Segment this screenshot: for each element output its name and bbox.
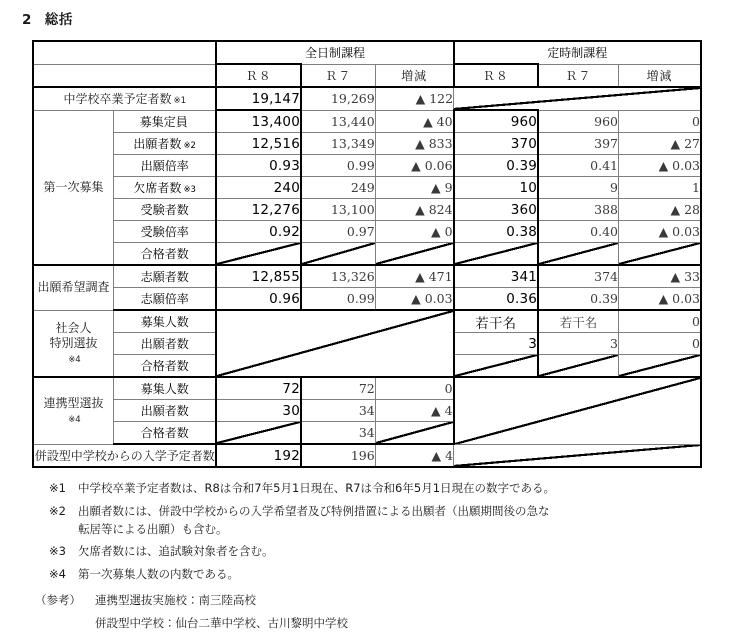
cell-zenjitsu-r7: 196 [301,444,375,467]
cell-teiji-diff: ▲ 0.03 [618,221,701,243]
row-label-text: 出願者数 [133,137,182,151]
cell-zenjitsu-r8: 240 [216,177,301,199]
cell-zenjitsu-diff: ▲ 4 [375,400,453,422]
cell-zenjitsu-diff: ▲ 833 [375,133,453,155]
row-group-label-cooperative [33,377,113,444]
cell-zenjitsu-r8: 0.93 [216,155,301,177]
cell-teiji-r7: 3 [538,333,618,355]
row-label-capacity [113,110,216,133]
table-header-row-years [33,64,701,87]
cell-zenjitsu-diff: ▲ 824 [375,199,453,221]
summary-table [32,40,702,468]
cell-zenjitsu-diff: ▲ 40 [375,110,453,133]
cell-teiji-r7: 374 [538,265,618,288]
reference-marker: （参考） [35,593,81,608]
cell-teiji-r7: 9 [538,177,618,199]
cell-zenjitsu-r8: 30 [216,400,301,422]
cell-zenjitsu-r7: 13,326 [301,265,375,288]
summary-table-container [32,40,702,468]
cell-zenjitsu-not-applicable-adult [216,310,453,377]
row-label-absentees [113,177,216,199]
row-group-label-text: 出願希望調査 [37,280,110,295]
row-label-text: 出願者数 [140,337,189,351]
row-group-note-marker: ※4 [68,354,81,365]
table-row [33,177,701,199]
cell-zenjitsu-diff-not-applicable [375,422,453,445]
cell-teiji-diff: ▲ 28 [618,199,701,221]
header-corner-blank [33,41,216,64]
cell-zenjitsu-diff: ▲ 122 [375,87,453,110]
row-group-label-text: 連携型選抜 [43,395,104,410]
row-label-text: 受験倍率 [140,225,189,239]
cell-teiji-r8: 若干名 [454,310,539,333]
row-label-successful-adult [113,355,216,378]
cell-teiji-r8: 960 [454,110,539,133]
cell-zenjitsu-r8: 12,516 [216,133,301,155]
cell-teiji-r7: 960 [538,110,618,133]
cell-zenjitsu-diff-not-applicable [375,243,453,266]
table-row [33,243,701,266]
header-teiji-r8: Ｒ８ [454,64,539,87]
header-zenjitsu-r7: Ｒ７ [301,64,375,87]
footnote-marker: ※4 [49,567,66,582]
cell-zenjitsu-r7: 34 [301,422,375,445]
cell-teiji-diff-not-applicable [618,355,701,378]
cell-zenjitsu-diff: 0 [375,377,453,400]
cell-teiji-diff: ▲ 0.03 [618,155,701,177]
row-label-text: 合格者数 [140,426,189,440]
table-row [33,110,701,133]
header-zenjitsu-r8: Ｒ８ [216,64,301,87]
table-row [33,288,701,311]
cell-teiji-r8-not-applicable [454,243,539,266]
cell-teiji-r7-not-applicable [538,243,618,266]
header-group-teiji: 定時制課程 [454,41,701,64]
cell-teiji-r8: 341 [454,265,539,288]
cell-teiji-r7: 0.40 [538,221,618,243]
row-label-applicants-adult [113,333,216,355]
row-label-applicants-survey [113,265,216,288]
cell-teiji-r7: 若干名 [538,310,618,333]
row-label-text: 中学校卒業予定者数 [63,92,172,107]
footnote-marker: ※2 [49,503,66,518]
row-label-text: 出願者数 [140,404,189,418]
row-label-successful-coop [113,422,216,445]
cell-zenjitsu-diff: ▲ 0 [375,221,453,243]
footnotes-container [32,480,712,633]
header-zenjitsu-diff: 増減 [375,64,453,87]
header-group-zenjitsu: 全日制課程 [216,41,453,64]
table-row [33,87,701,110]
header-corner-blank-2 [33,64,216,87]
row-label-applicant-ratio [113,288,216,311]
cell-teiji-r8: 360 [454,199,539,221]
cell-zenjitsu-r7: 0.99 [301,288,375,311]
table-row [33,199,701,221]
row-group-label-adult-special [33,310,113,377]
cell-zenjitsu-r8: 72 [216,377,301,400]
row-label-graduates [33,87,216,110]
footnote-text-wrapper [78,503,712,539]
cell-zenjitsu-r7: 13,100 [301,199,375,221]
cell-zenjitsu-diff: ▲ 4 [375,444,453,467]
cell-teiji-r8: 0.38 [454,221,539,243]
footnote-item [32,566,712,584]
cell-teiji-diff-not-applicable [618,243,701,266]
row-label-text: 募集定員 [139,114,188,129]
cell-zenjitsu-r8: 19,147 [216,87,301,110]
cell-zenjitsu-r7: 0.97 [301,221,375,243]
cell-teiji-not-applicable-coop [454,377,701,444]
table-row [33,310,701,333]
row-label-application-ratio [113,155,216,177]
row-label-text: 志願倍率 [140,292,189,306]
reference-text-second: 併設型中学校：仙台二華中学校、古川黎明中学校 [95,615,348,630]
cell-teiji-r7: 397 [538,133,618,155]
row-group-label-line1: 社会人 [55,320,92,335]
page-section-number: 2 [22,12,32,28]
row-group-label-text: 第一次募集 [43,179,104,194]
cell-teiji-diff: ▲ 0.03 [618,288,701,311]
row-label-text: 併設型中学校からの入学予定者数 [34,449,215,463]
footnote-text: 出願者数には、併設中学校からの入学希望者及び特例措置による出願者（出願期間後の急な [78,503,550,518]
cell-teiji-not-applicable-attached [454,444,701,467]
row-note-marker: ※2 [183,141,196,151]
row-label-text: 受験者数 [140,203,189,217]
table-row [33,377,701,400]
header-teiji-r7: Ｒ７ [538,64,618,87]
row-label-successful [113,243,216,266]
cell-teiji-diff: ▲ 27 [618,133,701,155]
cell-zenjitsu-r7-not-applicable [301,243,375,266]
footnote-marker: ※3 [49,544,66,559]
row-note-marker: ※1 [173,96,187,107]
row-label-text: 合格者数 [140,359,189,373]
page-title [22,8,73,28]
table-header-row-courses [33,41,701,64]
table-row [33,155,701,177]
cell-zenjitsu-r7: 249 [301,177,375,199]
cell-zenjitsu-diff: ▲ 471 [375,265,453,288]
cell-zenjitsu-r8: 13,400 [216,110,301,133]
row-group-note-marker: ※4 [68,414,81,425]
cell-teiji-r8: 370 [454,133,539,155]
cell-zenjitsu-r7: 34 [301,400,375,422]
cell-teiji-r7-not-applicable [538,355,618,378]
footnote-item [32,543,712,561]
row-group-label-line2: 特別選抜 [49,335,98,350]
cell-zenjitsu-diff: ▲ 0.03 [375,288,453,311]
cell-zenjitsu-r7: 13,349 [301,133,375,155]
row-label-text: 志願者数 [140,270,189,284]
header-teiji-diff: 増減 [618,64,701,87]
cell-zenjitsu-diff: ▲ 9 [375,177,453,199]
table-row [33,221,701,243]
cell-zenjitsu-r8: 12,276 [216,199,301,221]
cell-zenjitsu-r8: 0.96 [216,288,301,311]
footnote-text: 中学校卒業予定者数は、R8は令和7年5月1日現在、R7は令和6年5月1日現在の数字である。 [78,481,556,495]
cell-teiji-r7: 0.39 [538,288,618,311]
table-row [33,133,701,155]
reference-text: 連携型選抜実施校：南三陸高校 [95,593,256,608]
cell-teiji-r8-not-applicable [454,355,539,378]
cell-teiji-diff: 1 [618,177,701,199]
cell-zenjitsu-r8-not-applicable [216,422,301,445]
cell-teiji-r7: 0.41 [538,155,618,177]
footnote-text: 欠席者数には、追試験対象者を含む。 [78,544,274,559]
row-label-text: 募集人数 [140,382,189,396]
cell-zenjitsu-diff: ▲ 0.06 [375,155,453,177]
row-group-label-application-survey [33,265,113,310]
cell-teiji-r8: 0.36 [454,288,539,311]
footnote-text: 第一次募集人数の内数である。 [78,567,239,582]
row-label-applicants-coop [113,400,216,422]
footnote-item [32,480,712,498]
cell-teiji-diff: ▲ 33 [618,265,701,288]
row-note-marker: ※3 [183,185,196,195]
cell-teiji-not-applicable [454,87,701,110]
row-label-exam-ratio [113,221,216,243]
row-label-text: 合格者数 [140,247,189,261]
cell-teiji-diff: 0 [618,333,701,355]
cell-teiji-r8: 3 [454,333,539,355]
cell-teiji-r8: 10 [454,177,539,199]
cell-zenjitsu-r8: 192 [216,444,301,467]
cell-teiji-r7: 388 [538,199,618,221]
page-title-text: 総括 [44,12,73,28]
cell-zenjitsu-r7: 19,269 [301,87,375,110]
row-group-label-first-recruitment [33,110,113,265]
row-label-text: 出願倍率 [140,159,189,173]
cell-teiji-diff: 0 [618,110,701,133]
cell-zenjitsu-r8: 12,855 [216,265,301,288]
cell-zenjitsu-r7: 0.99 [301,155,375,177]
row-label-capacity-coop [113,377,216,400]
row-label-attached-junior [33,444,216,467]
table-row [33,444,701,467]
reference-item [32,592,712,610]
row-label-text: 募集人数 [140,315,189,329]
row-label-text: 欠席者数 [133,181,182,195]
footnote-item [32,503,712,539]
footnote-text-continued: 転居等による出願）も含む。 [78,521,228,536]
footnote-marker: ※1 [49,481,66,495]
cell-teiji-r8: 0.39 [454,155,539,177]
row-label-applicants [113,133,216,155]
cell-zenjitsu-r7: 72 [301,377,375,400]
row-label-examinees [113,199,216,221]
cell-zenjitsu-r8-not-applicable [216,243,301,266]
row-label-capacity-adult [113,310,216,333]
cell-zenjitsu-r7: 13,440 [301,110,375,133]
cell-zenjitsu-r8: 0.92 [216,221,301,243]
cell-teiji-diff: 0 [618,310,701,333]
table-row [33,265,701,288]
